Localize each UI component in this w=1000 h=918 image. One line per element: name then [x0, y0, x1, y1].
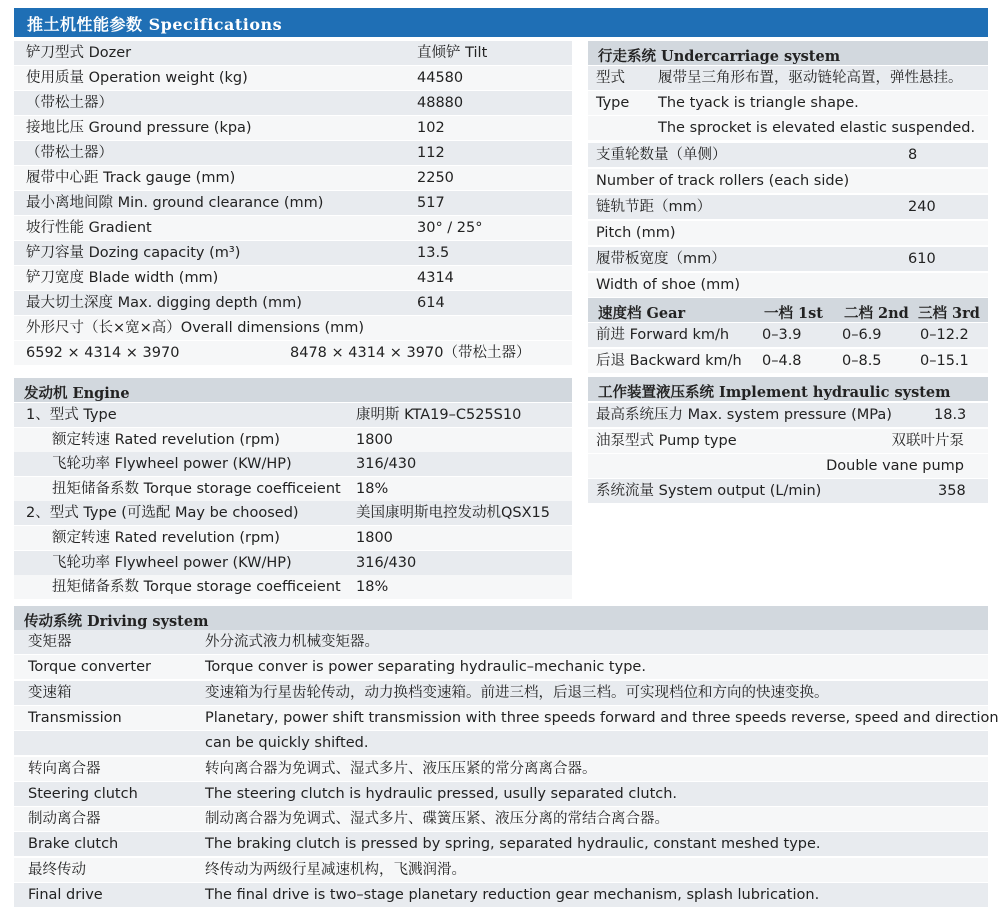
engine-value: 1800 — [356, 431, 393, 448]
engine-label: 1、型式 Type — [26, 407, 117, 423]
dozer-spec-row — [14, 116, 572, 141]
type-label-cn: 型式 — [596, 70, 625, 86]
driving-row — [14, 883, 988, 908]
type-label-en: Type — [596, 95, 630, 111]
gear-value-1st: 0–4.8 — [762, 353, 802, 369]
driving-label: Brake clutch — [28, 836, 119, 853]
dozer-spec-row — [14, 316, 572, 341]
pump-value-cn: 双联叶片泵 — [891, 433, 964, 449]
pump-en-row — [588, 454, 988, 479]
rollers-label-en: Number of track rollers (each side) — [596, 173, 850, 189]
type-value-en-2: The sprocket is elevated elastic suspended. — [658, 120, 976, 136]
pump-label: 油泵型式 Pump type — [596, 433, 737, 449]
gear-section-header — [588, 298, 988, 322]
spec-value: 614 — [417, 295, 445, 311]
type-value-cn: 履带呈三角形布置，驱动链轮高置，弹性悬挂。 — [658, 70, 963, 86]
spec-value: 4314 — [417, 270, 454, 286]
driving-row — [14, 807, 988, 832]
rollers-row — [588, 143, 988, 168]
gear-row — [588, 349, 988, 374]
rollers-en-row — [588, 169, 988, 194]
driving-row — [14, 782, 988, 807]
driving-row — [14, 832, 988, 857]
dozer-spec-row — [14, 66, 572, 91]
driving-row — [14, 731, 988, 756]
pitch-label-en: Pitch (mm) — [596, 225, 676, 241]
spec-value: 直倾铲 Tilt — [417, 45, 488, 61]
gear-value-3rd: 0–15.1 — [920, 353, 969, 369]
engine-spec-row — [14, 551, 572, 576]
gear-label: 前进 Forward km/h — [596, 327, 730, 343]
pitch-row — [588, 195, 988, 220]
engine-spec-row — [14, 477, 572, 502]
dozer-spec-row — [14, 191, 572, 216]
dozer-spec-row — [14, 41, 572, 66]
dozer-spec-row — [14, 166, 572, 191]
driving-section-header — [14, 606, 988, 630]
gear-label: 后退 Backward km/h — [596, 353, 742, 369]
spec-value: 112 — [417, 145, 445, 161]
driving-row — [14, 858, 988, 883]
engine-value: 316/430 — [356, 554, 417, 571]
engine-label: 2、型式 Type (可选配 May be choosed) — [26, 505, 299, 522]
engine-section-title: 发动机 Engine — [24, 385, 130, 402]
dimensions-values-row — [14, 341, 572, 366]
pressure-value: 18.3 — [934, 407, 967, 423]
spec-label: （带松土器） — [26, 95, 113, 111]
driving-row — [14, 655, 988, 680]
spec-value: 48880 — [417, 95, 464, 111]
spec-value: 30° / 25° — [417, 220, 483, 236]
gear-value-3rd: 0–12.2 — [920, 327, 969, 343]
undercarriage-section-header — [588, 41, 988, 65]
engine-value: 康明斯 KTA19–C525S10 — [356, 407, 522, 423]
page-title: 推土机性能参数 Specifications — [27, 15, 283, 34]
spec-label: 最大切土深度 Max. digging depth (mm) — [26, 295, 302, 311]
driving-value: Planetary, power shift transmission with three speeds forward and three speeds reverse, speed and direction — [205, 709, 999, 726]
pitch-value: 240 — [908, 199, 936, 215]
spec-value: 517 — [417, 195, 445, 211]
rollers-label-cn: 支重轮数量（单侧） — [596, 147, 727, 163]
gear-section-title: 速度档 Gear — [598, 305, 686, 322]
undercarriage-type-en-row-2 — [588, 116, 988, 141]
pump-value-en: Double vane pump — [826, 458, 964, 474]
spec-value: 2250 — [417, 170, 454, 186]
engine-value: 316/430 — [356, 456, 417, 473]
spec-label: 铲刀宽度 Blade width (mm) — [26, 270, 219, 286]
engine-value: 美国康明斯电控发动机QSX15 — [356, 505, 551, 522]
spec-label: （带松土器） — [26, 145, 113, 161]
spec-label: 铲刀型式 Dozer — [26, 45, 132, 61]
engine-label: 额定转速 Rated revelution (rpm) — [52, 530, 280, 546]
engine-spec-row — [14, 575, 572, 600]
engine-label: 扭矩储备系数 Torque storage coefficeient — [52, 480, 341, 497]
output-row — [588, 479, 988, 504]
shoe-en-row — [588, 273, 988, 298]
gear-value-2nd: 0–6.9 — [842, 327, 882, 343]
engine-label: 额定转速 Rated revelution (rpm) — [52, 431, 280, 448]
driving-row — [14, 681, 988, 706]
pitch-label-cn: 链轨节距（mm） — [596, 199, 712, 215]
shoe-value: 610 — [908, 251, 936, 267]
spec-value: 44580 — [417, 70, 464, 86]
spec-label: 坡行性能 Gradient — [26, 220, 152, 236]
driving-section-title: 传动系统 Driving system — [24, 613, 209, 630]
undercarriage-type-en-row — [588, 91, 988, 116]
dimensions-standard: 6592 × 4314 × 3970 — [26, 345, 180, 361]
spec-label: 使用质量 Operation weight (kg) — [26, 70, 248, 86]
shoe-label-en: Width of shoe (mm) — [596, 277, 741, 293]
output-value: 358 — [938, 483, 966, 499]
page-header — [14, 8, 988, 37]
pitch-en-row — [588, 221, 988, 246]
pump-row — [588, 429, 988, 454]
gear-row — [588, 323, 988, 348]
spec-label: 接地比压 Ground pressure (kpa) — [26, 120, 252, 136]
rollers-value: 8 — [908, 147, 918, 163]
dozer-spec-row — [14, 291, 572, 316]
shoe-label-cn: 履带板宽度（mm） — [596, 251, 726, 267]
hydraulic-section-title: 工作装置液压系统 Implement hydraulic system — [598, 384, 951, 401]
undercarriage-type-cn-row — [588, 66, 988, 91]
driving-label: Final drive — [28, 887, 103, 903]
driving-row — [14, 757, 988, 782]
driving-label: 制动离合器 — [28, 811, 101, 828]
engine-label: 飞轮功率 Flywheel power (KW/HP) — [52, 554, 292, 571]
pressure-label: 最高系统压力 Max. system pressure (MPa) — [596, 407, 892, 423]
driving-value: 变速箱为行星齿轮传动，动力换档变速箱。前进三档，后退三档。可实现档位和方向的快速变换。 — [205, 684, 829, 701]
driving-value: can be quickly shifted. — [205, 735, 369, 752]
engine-spec-row — [14, 526, 572, 551]
driving-label: Torque converter — [28, 659, 151, 676]
hydraulic-section-header — [588, 377, 988, 401]
driving-value: 外分流式液力机械变矩器。 — [205, 634, 379, 650]
pressure-row — [588, 403, 988, 428]
driving-label: Steering clutch — [28, 785, 138, 802]
engine-spec-row — [14, 452, 572, 477]
gear-header-2nd: 二档 2nd — [844, 305, 909, 322]
engine-spec-row — [14, 403, 572, 428]
driving-value: The steering clutch is hydraulic pressed, usully separated clutch. — [205, 785, 678, 802]
engine-spec-row — [14, 501, 572, 526]
output-label: 系统流量 System output (L/min) — [596, 483, 822, 499]
engine-value: 1800 — [356, 530, 393, 546]
dozer-spec-row — [14, 91, 572, 116]
driving-label: 变速箱 — [28, 684, 72, 701]
driving-value: The final drive is two–stage planetary reduction gear mechanism, splash lubrication. — [205, 887, 820, 903]
gear-value-1st: 0–3.9 — [762, 327, 802, 343]
gear-value-2nd: 0–8.5 — [842, 353, 882, 369]
gear-header-1st: 一档 1st — [764, 305, 823, 322]
dozer-spec-row — [14, 266, 572, 291]
dimensions-with-ripper: 8478 × 4314 × 3970（带松土器） — [290, 345, 531, 361]
driving-value: 制动离合器为免调式、湿式多片、碟簧压紧、液压分离的常结合离合器。 — [205, 811, 669, 828]
driving-label: 转向离合器 — [28, 760, 101, 777]
driving-value: 终传动为两级行星减速机构，飞溅润滑。 — [205, 861, 466, 878]
engine-value: 18% — [356, 480, 389, 497]
engine-label: 扭矩储备系数 Torque storage coefficeient — [52, 579, 341, 596]
spec-value: 13.5 — [417, 245, 450, 261]
driving-row — [14, 630, 988, 655]
spec-label: 履带中心距 Track gauge (mm) — [26, 170, 236, 186]
dozer-spec-row — [14, 141, 572, 166]
driving-value: Torque conver is power separating hydraulic–mechanic type. — [205, 659, 646, 676]
type-value-en-1: The tyack is triangle shape. — [658, 95, 859, 111]
engine-value: 18% — [356, 579, 389, 596]
spec-label: 铲刀容量 Dozing capacity (m³) — [26, 245, 241, 261]
spec-label: 最小离地间隙 Min. ground clearance (mm) — [26, 195, 324, 211]
undercarriage-section-title: 行走系统 Undercarriage system — [598, 48, 841, 65]
dozer-spec-row — [14, 216, 572, 241]
engine-label: 飞轮功率 Flywheel power (KW/HP) — [52, 456, 292, 473]
shoe-row — [588, 247, 988, 272]
driving-label: Transmission — [28, 709, 122, 726]
driving-row — [14, 706, 999, 731]
engine-spec-row — [14, 428, 572, 453]
gear-header-3rd: 三档 3rd — [918, 305, 980, 322]
driving-value: The braking clutch is pressed by spring, separated hydraulic, constant meshed type. — [205, 836, 821, 853]
spec-value: 102 — [417, 120, 445, 136]
driving-value: 转向离合器为免调式、湿式多片、液压压紧的常分离离合器。 — [205, 760, 597, 777]
dozer-spec-row — [14, 241, 572, 266]
engine-section-header — [14, 378, 572, 402]
spec-label: 外形尺寸（长×宽×高）Overall dimensions (mm) — [26, 320, 365, 336]
driving-label: 最终传动 — [28, 861, 86, 878]
driving-label: 变矩器 — [28, 634, 72, 650]
